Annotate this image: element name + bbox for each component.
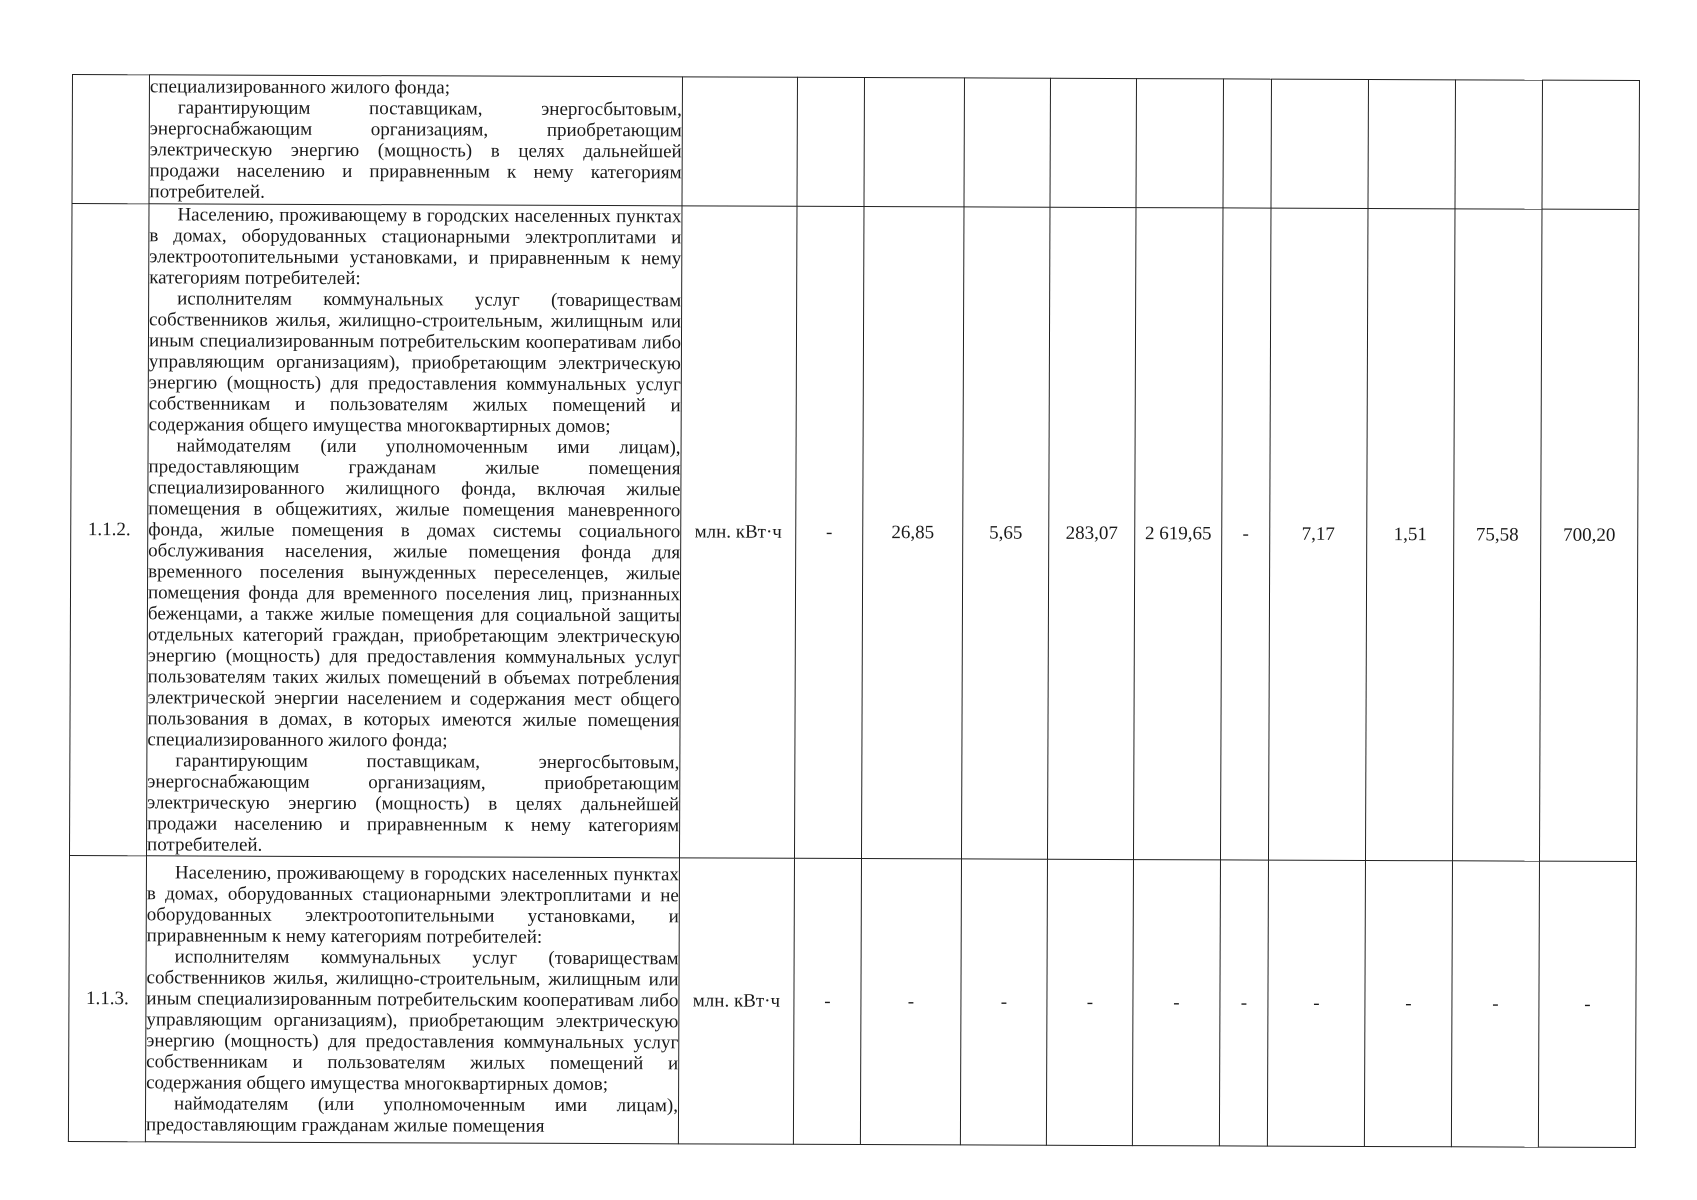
value-cell bbox=[1368, 79, 1455, 208]
value-cell: - bbox=[1538, 861, 1636, 1147]
value-cell bbox=[1223, 79, 1271, 208]
value-cell: - bbox=[860, 859, 961, 1145]
row-number bbox=[72, 75, 149, 204]
description-paragraph: специализированного жилого фонда; bbox=[149, 76, 451, 99]
row-number: 1.1.3. bbox=[68, 855, 146, 1141]
description-paragraph: Населению, проживающему в городских населенных пунктах в домах, оборудованных стационарными электроплитами и не оборудованных электроотопительными установками, и приравненным к нему категориям потребителей: bbox=[146, 862, 679, 948]
value-cell: 1,51 bbox=[1365, 208, 1455, 860]
value-cell bbox=[1542, 80, 1639, 209]
description-paragraph: исполнителям коммунальных услуг (товариществам собственников жилья, жилищно-строительным, жилищным или иным специализированным потребительским кооперативам либо управляющим организациям), приобретающим электрическую энергию (мощность) для предоставления коммунальных услуг собственникам и пользователям жилых помещений и содержания общего имущества многоквартирных домов; bbox=[146, 946, 679, 1096]
value-cell: 5,65 bbox=[961, 207, 1050, 859]
description-paragraph: Населению, проживающему в городских населенных пунктах в домах, оборудованных стационарными электроплитами и электроотопительными установками, и приравненным к нему категориям потребителей: bbox=[149, 204, 682, 290]
value-cell: 7,17 bbox=[1268, 208, 1368, 860]
description-paragraph: исполнителям коммунальных услуг (товариществам собственников жилья, жилищно-строительным, жилищным или иным специализированным потребительским кооперативам либо управляющим организациям), приобретающим электрическую энергию (мощность) для предоставления коммунальных услуг собственникам и пользователям жилых помещений и содержания общего имущества многоквартирных домов; bbox=[148, 288, 682, 438]
value-cell: - bbox=[1046, 859, 1133, 1145]
description-paragraph: наймодателям (или уполномоченным ими лицам), предоставляющим гражданам жилые помещения специализированного жилищного фонда, включая жилые помещения в общежитиях, жилые помещения маневренного фонда, жилые помещения в домах системы социального обслуживания населения, жилые помещения фонда для временного поселения вынужденных переселенцев, жилые помещения фонда для временного поселения лиц, признанных беженцами, а также жилые помещения для социальной защиты отдельных категорий граждан, приобретающим электрическую энергию (мощность) для предоставления коммунальных услуг пользователям таких жилых помещений в объемах потребления электрической энергии населением и содержания мест общего пользования в домах, в которых имеются жилые помещения специализированного жилого фонда; bbox=[147, 435, 681, 752]
value-cell: - bbox=[1451, 861, 1539, 1147]
value-cell bbox=[1136, 79, 1223, 208]
table-row bbox=[69, 204, 1638, 862]
unit-cell bbox=[682, 77, 797, 206]
table-row bbox=[72, 75, 1639, 210]
value-cell: 700,20 bbox=[1539, 209, 1639, 861]
value-cell: 2 619,65 bbox=[1133, 208, 1223, 860]
unit-cell: млн. кВт·ч bbox=[679, 206, 797, 858]
value-cell bbox=[1050, 78, 1136, 207]
description-paragraph: гарантирующим поставщикам, энергосбытовым, энергоснабжающим организациям, приобретающим электрическую энергию (мощность) в целях дальнейшей продажи населению и приравненным к нему категориям потребителей. bbox=[147, 750, 680, 856]
value-cell bbox=[797, 77, 864, 206]
value-cell: - bbox=[1220, 208, 1271, 860]
value-cell: - bbox=[793, 858, 861, 1144]
row-description bbox=[145, 856, 679, 1144]
unit-cell: млн. кВт·ч bbox=[678, 858, 794, 1144]
row-description bbox=[149, 75, 682, 206]
value-cell bbox=[964, 78, 1050, 207]
value-cell: - bbox=[794, 206, 864, 858]
row-description bbox=[146, 204, 681, 858]
value-cell bbox=[864, 78, 964, 207]
value-cell: - bbox=[1219, 860, 1268, 1146]
value-cell: - bbox=[1267, 860, 1365, 1146]
value-cell: 26,85 bbox=[861, 207, 964, 859]
tariff-table bbox=[68, 74, 1640, 1148]
value-cell: - bbox=[960, 859, 1047, 1145]
value-cell: - bbox=[1132, 860, 1220, 1146]
row-number: 1.1.2. bbox=[69, 204, 149, 856]
value-cell bbox=[1455, 80, 1542, 209]
value-cell bbox=[1271, 79, 1368, 208]
value-cell: - bbox=[1364, 860, 1452, 1146]
description-paragraph: наймодателям (или уполномоченным ими лицам), предоставляющим гражданам жилые помещения bbox=[145, 1093, 679, 1137]
value-cell: 283,07 bbox=[1047, 207, 1136, 859]
table-row bbox=[68, 855, 1636, 1147]
description-paragraph: гарантирующим поставщикам, энергосбытовым, энергоснабжающим организациям, приобретающим электрическую энергию (мощность) в целях дальнейшей продажи населению и приравненным к нему категориям потребителей. bbox=[149, 97, 682, 203]
value-cell: 75,58 bbox=[1452, 209, 1542, 861]
